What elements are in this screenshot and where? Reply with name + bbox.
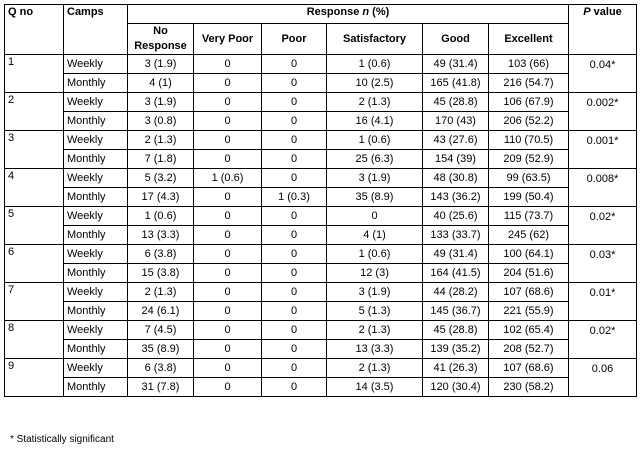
response-cell: 0 <box>194 340 262 359</box>
response-cell: 1 (0.6) <box>327 131 423 150</box>
response-cell: 99 (63.5) <box>489 169 569 188</box>
table-row <box>5 359 637 378</box>
response-cell: 44 (28.2) <box>423 283 489 302</box>
response-cell: 31 (7.8) <box>128 378 194 397</box>
response-cell: 0 <box>262 378 327 397</box>
header-response <box>128 5 569 24</box>
question-number: 5 <box>5 207 64 245</box>
response-cell: 0 <box>262 340 327 359</box>
response-cell: 0 <box>194 131 262 150</box>
response-cell: 1 (0.6) <box>327 245 423 264</box>
p-value-cell <box>569 359 637 397</box>
question-number: 6 <box>5 245 64 283</box>
camp-label: Weekly <box>64 207 128 226</box>
response-cell: 3 (1.9) <box>128 55 194 74</box>
header-p-suffix: value <box>590 6 622 18</box>
p-value: 0.001* <box>586 135 619 147</box>
p-value-cell <box>569 283 637 321</box>
response-cell: 0 <box>262 55 327 74</box>
response-cell: 1 (0.3) <box>262 188 327 207</box>
p-value: 0.008* <box>586 173 619 185</box>
header-response-label: Response <box>306 6 360 18</box>
response-cell: 0 <box>194 359 262 378</box>
table-row <box>5 131 637 150</box>
response-cell: 3 (1.9) <box>327 169 423 188</box>
p-value: 0.04* <box>589 59 616 71</box>
table-row <box>5 150 637 169</box>
response-cell: 48 (30.8) <box>423 169 489 188</box>
response-cell: 143 (36.2) <box>423 188 489 207</box>
camp-label: Monthly <box>64 226 128 245</box>
question-number: 2 <box>5 93 64 131</box>
table-row <box>5 302 637 321</box>
camp-label: Weekly <box>64 359 128 378</box>
table-row <box>5 112 637 131</box>
header-col-poor: Poor <box>262 24 327 55</box>
question-number: 1 <box>5 55 64 93</box>
table-row <box>5 74 637 93</box>
response-cell: 110 (70.5) <box>489 131 569 150</box>
response-cell: 133 (33.7) <box>423 226 489 245</box>
response-cell: 5 (1.3) <box>327 302 423 321</box>
response-cell: 120 (30.4) <box>423 378 489 397</box>
response-cell: 2 (1.3) <box>128 283 194 302</box>
response-cell: 0 <box>194 302 262 321</box>
header-q-no: Q no <box>5 5 64 55</box>
table-row <box>5 283 637 302</box>
response-cell: 0 <box>194 283 262 302</box>
table-row <box>5 321 637 340</box>
camp-label: Weekly <box>64 55 128 74</box>
question-number: 4 <box>5 169 64 207</box>
table-row <box>5 169 637 188</box>
p-value: 0.02* <box>589 325 616 337</box>
question-number: 7 <box>5 283 64 321</box>
header-col-very-poor: Very Poor <box>194 24 262 55</box>
response-cell: 107 (68.6) <box>489 359 569 378</box>
response-cell: 1 (0.6) <box>194 169 262 188</box>
response-cell: 49 (31.4) <box>423 55 489 74</box>
response-cell: 7 (1.8) <box>128 150 194 169</box>
response-cell: 40 (25.6) <box>423 207 489 226</box>
response-cell: 13 (3.3) <box>128 226 194 245</box>
response-cell: 15 (3.8) <box>128 264 194 283</box>
header-p-value <box>569 5 637 55</box>
response-cell: 13 (3.3) <box>327 340 423 359</box>
p-value: 0.06 <box>591 363 614 375</box>
response-cell: 10 (2.5) <box>327 74 423 93</box>
response-cell: 145 (36.7) <box>423 302 489 321</box>
p-value-cell <box>569 169 637 207</box>
response-cell: 6 (3.8) <box>128 245 194 264</box>
header-col-good: Good <box>423 24 489 55</box>
response-cell: 115 (73.7) <box>489 207 569 226</box>
camp-label: Monthly <box>64 264 128 283</box>
table-row <box>5 207 637 226</box>
question-number: 3 <box>5 131 64 169</box>
response-cell: 41 (26.3) <box>423 359 489 378</box>
response-cell: 0 <box>262 283 327 302</box>
response-cell: 0 <box>262 264 327 283</box>
camp-label: Monthly <box>64 74 128 93</box>
response-cell: 164 (41.5) <box>423 264 489 283</box>
response-cell: 3 (1.9) <box>327 283 423 302</box>
p-value-cell <box>569 321 637 359</box>
response-cell: 103 (66) <box>489 55 569 74</box>
response-cell: 0 <box>194 188 262 207</box>
response-cell: 5 (3.2) <box>128 169 194 188</box>
response-cell: 2 (1.3) <box>128 131 194 150</box>
table-row <box>5 55 637 74</box>
table-row <box>5 378 637 397</box>
header-response-pct: (%) <box>372 6 390 18</box>
response-cell: 3 (0.8) <box>128 112 194 131</box>
question-number: 8 <box>5 321 64 359</box>
camp-label: Weekly <box>64 169 128 188</box>
response-cell: 1 (0.6) <box>327 55 423 74</box>
camp-label: Weekly <box>64 93 128 112</box>
table-body <box>5 55 637 397</box>
response-cell: 0 <box>194 245 262 264</box>
response-cell: 216 (54.7) <box>489 74 569 93</box>
p-value-cell <box>569 93 637 131</box>
camp-label: Weekly <box>64 245 128 264</box>
response-cell: 221 (55.9) <box>489 302 569 321</box>
response-cell: 17 (4.3) <box>128 188 194 207</box>
response-cell: 0 <box>194 112 262 131</box>
p-value: 0.02* <box>589 211 616 223</box>
response-cell: 206 (52.2) <box>489 112 569 131</box>
camp-label: Monthly <box>64 378 128 397</box>
response-cell: 204 (51.6) <box>489 264 569 283</box>
response-cell: 0 <box>194 55 262 74</box>
camp-label: Weekly <box>64 321 128 340</box>
response-cell: 170 (43) <box>423 112 489 131</box>
response-cell: 24 (6.1) <box>128 302 194 321</box>
camp-label: Monthly <box>64 340 128 359</box>
response-cell: 0 <box>194 321 262 340</box>
p-value: 0.002* <box>586 97 619 109</box>
response-cell: 0 <box>262 74 327 93</box>
response-cell: 2 (1.3) <box>327 359 423 378</box>
response-cell: 0 <box>262 359 327 378</box>
response-cell: 6 (3.8) <box>128 359 194 378</box>
response-cell: 49 (31.4) <box>423 245 489 264</box>
header-col-no-response: No Response <box>128 24 194 55</box>
response-cell: 139 (35.2) <box>423 340 489 359</box>
response-cell: 0 <box>262 226 327 245</box>
response-cell: 4 (1) <box>327 226 423 245</box>
response-cell: 3 (1.9) <box>128 93 194 112</box>
p-value-cell <box>569 55 637 93</box>
response-cell: 0 <box>262 302 327 321</box>
camp-label: Monthly <box>64 302 128 321</box>
response-cell: 100 (64.1) <box>489 245 569 264</box>
header-col-satisfactory: Satisfactory <box>327 24 423 55</box>
response-cell: 0 <box>262 150 327 169</box>
response-cell: 2 (1.3) <box>327 93 423 112</box>
table-row <box>5 188 637 207</box>
footnote: * Statistically significant <box>10 434 114 445</box>
response-cell: 102 (65.4) <box>489 321 569 340</box>
p-value-cell <box>569 245 637 283</box>
camp-label: Monthly <box>64 112 128 131</box>
response-cell: 245 (62) <box>489 226 569 245</box>
response-cell: 230 (58.2) <box>489 378 569 397</box>
camp-label: Weekly <box>64 131 128 150</box>
response-cell: 0 <box>262 169 327 188</box>
table-row <box>5 340 637 359</box>
response-cell: 0 <box>194 226 262 245</box>
response-cell: 0 <box>194 74 262 93</box>
header-response-n: n <box>362 6 370 18</box>
response-cell: 4 (1) <box>128 74 194 93</box>
response-cell: 0 <box>262 93 327 112</box>
response-cell: 0 <box>262 207 327 226</box>
response-cell: 154 (39) <box>423 150 489 169</box>
response-cell: 0 <box>262 112 327 131</box>
response-cell: 107 (68.6) <box>489 283 569 302</box>
header-p-italic: P <box>583 6 591 18</box>
response-cell: 165 (41.8) <box>423 74 489 93</box>
response-cell: 0 <box>262 321 327 340</box>
response-cell: 0 <box>194 264 262 283</box>
p-value: 0.03* <box>589 249 616 261</box>
response-cell: 43 (27.6) <box>423 131 489 150</box>
response-cell: 106 (67.9) <box>489 93 569 112</box>
response-cell: 16 (4.1) <box>327 112 423 131</box>
response-cell: 0 <box>194 378 262 397</box>
question-number: 9 <box>5 359 64 397</box>
camp-label: Monthly <box>64 188 128 207</box>
camp-label: Weekly <box>64 283 128 302</box>
response-cell: 12 (3) <box>327 264 423 283</box>
response-cell: 0 <box>194 93 262 112</box>
header-col-excellent: Excellent <box>489 24 569 55</box>
p-value-cell <box>569 131 637 169</box>
response-table <box>4 4 637 397</box>
table-row <box>5 245 637 264</box>
table-row <box>5 93 637 112</box>
response-cell: 209 (52.9) <box>489 150 569 169</box>
response-cell: 35 (8.9) <box>128 340 194 359</box>
response-cell: 0 <box>262 245 327 264</box>
response-cell: 45 (28.8) <box>423 321 489 340</box>
response-cell: 0 <box>194 207 262 226</box>
p-value: 0.01* <box>589 287 616 299</box>
p-value-cell <box>569 207 637 245</box>
table-row <box>5 226 637 245</box>
camp-label: Monthly <box>64 150 128 169</box>
response-cell: 14 (3.5) <box>327 378 423 397</box>
table-row <box>5 264 637 283</box>
response-cell: 1 (0.6) <box>128 207 194 226</box>
response-cell: 0 <box>262 131 327 150</box>
response-cell: 2 (1.3) <box>327 321 423 340</box>
response-cell: 0 <box>194 150 262 169</box>
response-cell: 35 (8.9) <box>327 188 423 207</box>
response-cell: 199 (50.4) <box>489 188 569 207</box>
response-cell: 45 (28.8) <box>423 93 489 112</box>
response-cell: 0 <box>327 207 423 226</box>
header-camps: Camps <box>64 5 128 55</box>
response-cell: 208 (52.7) <box>489 340 569 359</box>
response-cell: 7 (4.5) <box>128 321 194 340</box>
response-cell: 25 (6.3) <box>327 150 423 169</box>
